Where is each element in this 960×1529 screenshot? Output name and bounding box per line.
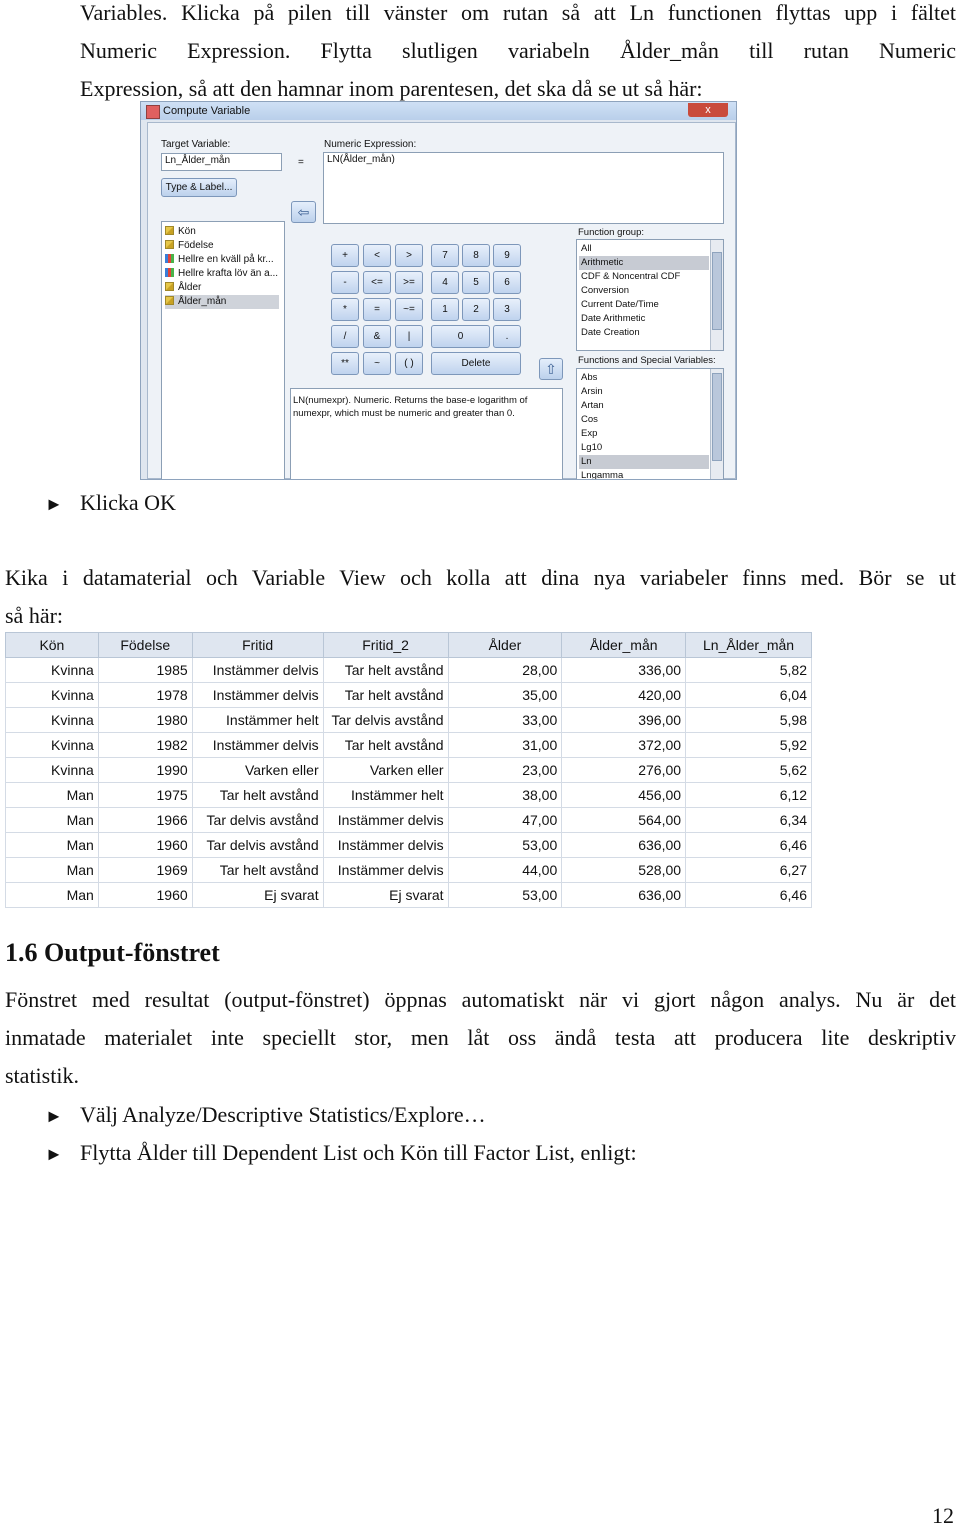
bullet-text: Klicka OK	[80, 490, 176, 515]
scale-variable-icon	[165, 226, 174, 235]
function-group-item[interactable]: Date Creation	[581, 327, 640, 338]
table-cell[interactable]: Varken eller	[192, 758, 323, 783]
key-greater-than[interactable]: >	[395, 244, 423, 267]
function-group-item[interactable]: CDF & Noncentral CDF	[581, 271, 681, 282]
table-cell[interactable]: Tar helt avstånd	[323, 733, 448, 758]
table-cell[interactable]: 6,46	[686, 883, 812, 908]
table-cell[interactable]: 5,82	[686, 658, 812, 683]
key-6[interactable]: 6	[493, 271, 521, 294]
key-multiply[interactable]: *	[331, 298, 359, 321]
table-cell[interactable]: 564,00	[562, 808, 686, 833]
function-item[interactable]: Arsin	[581, 386, 603, 397]
table-cell[interactable]: 23,00	[448, 758, 562, 783]
table-cell[interactable]: 6,34	[686, 808, 812, 833]
datamaterial-line-1: Kika i datamaterial och Variable View och kolla att dina nya variabeler finns med. Bör se ut	[5, 565, 956, 590]
output-line-3: statistik.	[5, 1063, 79, 1088]
variable-label: Hellre en kväll på kr...	[178, 254, 274, 265]
equals-sign: =	[298, 157, 304, 168]
output-line-2: inmatade materialet inte speciellt stor, men låt oss ändå testa att producera lite deskriptiv	[5, 1025, 956, 1050]
variable-label: Hellre krafta löv än a...	[178, 268, 279, 279]
section-heading: 1.6 Output-fönstret	[5, 938, 220, 967]
table-cell[interactable]: 6,27	[686, 858, 812, 883]
target-variable-input[interactable]: Ln_Ålder_mån	[161, 153, 282, 171]
table-cell[interactable]: 1980	[98, 708, 192, 733]
function-item[interactable]: Abs	[581, 372, 598, 383]
column-header[interactable]: Födelse	[98, 633, 192, 658]
key-divide[interactable]: /	[331, 325, 359, 348]
table-cell[interactable]: Kvinna	[6, 758, 99, 783]
table-row	[6, 708, 812, 733]
table-cell[interactable]: 6,46	[686, 833, 812, 858]
column-header[interactable]: Kön	[6, 633, 99, 658]
table-cell[interactable]: 35,00	[448, 683, 562, 708]
bullet-arrow-icon: ►	[45, 1106, 63, 1126]
intro-paragraph	[80, 0, 956, 108]
key-greater-equal[interactable]: >=	[395, 271, 423, 294]
table-cell[interactable]: Ej svarat	[323, 883, 448, 908]
table-cell[interactable]: Instämmer delvis	[323, 808, 448, 833]
table-cell[interactable]: 456,00	[562, 783, 686, 808]
key-4[interactable]: 4	[431, 271, 459, 294]
table-cell[interactable]: 38,00	[448, 783, 562, 808]
datamaterial-paragraph	[5, 559, 956, 635]
scale-variable-icon	[165, 240, 174, 249]
ordinal-variable-icon	[165, 254, 174, 263]
key-less-equal[interactable]: <=	[363, 271, 391, 294]
table-cell[interactable]: Ej svarat	[192, 883, 323, 908]
table-cell[interactable]: Tar delvis avstånd	[323, 708, 448, 733]
dialog-body	[147, 122, 736, 479]
column-header[interactable]: Fritid	[192, 633, 323, 658]
table-cell[interactable]: 5,92	[686, 733, 812, 758]
key-2[interactable]: 2	[462, 298, 490, 321]
variable-label: Födelse	[178, 240, 214, 251]
function-group-item[interactable]: Date Arithmetic	[581, 313, 646, 324]
variable-item-selected[interactable]	[165, 295, 279, 309]
bullet-move-variables	[45, 1138, 637, 1169]
compute-variable-dialog	[140, 101, 737, 480]
dialog-app-icon	[146, 105, 160, 119]
table-cell[interactable]: Tar delvis avstånd	[192, 808, 323, 833]
variable-item[interactable]	[165, 267, 279, 281]
bullet-arrow-icon: ►	[45, 494, 63, 514]
key-and[interactable]: &	[363, 325, 391, 348]
key-1[interactable]: 1	[431, 298, 459, 321]
table-cell[interactable]: Man	[6, 808, 99, 833]
variable-item[interactable]	[165, 281, 279, 295]
bullet-text: Välj Analyze/Descriptive Statistics/Explore…	[80, 1102, 486, 1127]
table-cell[interactable]: Kvinna	[6, 683, 99, 708]
table-cell[interactable]: 372,00	[562, 733, 686, 758]
move-up-arrow-button[interactable]: ⇧	[539, 358, 563, 380]
key-8[interactable]: 8	[462, 244, 490, 267]
variable-item[interactable]	[165, 239, 279, 253]
intro-line-2: Numeric Expression. Flytta slutligen variabeln Ålder_mån till rutan Numeric	[80, 38, 956, 63]
variable-label: Ålder_mån	[178, 296, 227, 307]
table-cell[interactable]: 336,00	[562, 658, 686, 683]
key-0[interactable]: 0	[431, 325, 490, 348]
table-cell[interactable]: Tar helt avstånd	[192, 858, 323, 883]
table-cell[interactable]: 47,00	[448, 808, 562, 833]
key-equals[interactable]: =	[363, 298, 391, 321]
function-item[interactable]: Lg10	[581, 442, 603, 453]
function-item[interactable]: Exp	[581, 428, 598, 439]
table-cell[interactable]: Instämmer delvis	[192, 658, 323, 683]
key-plus[interactable]: +	[331, 244, 359, 267]
page-number: 12	[932, 1503, 954, 1528]
key-5[interactable]: 5	[462, 271, 490, 294]
variable-label: Ålder	[178, 282, 202, 293]
table-cell[interactable]: 1966	[98, 808, 192, 833]
function-description-line: LN(numexpr). Numeric. Returns the base-e logarithm of	[293, 395, 528, 406]
table-cell[interactable]: 6,04	[686, 683, 812, 708]
table-row	[6, 683, 812, 708]
functions-label: Functions and Special Variables:	[578, 355, 716, 366]
table-cell[interactable]: Tar helt avstånd	[192, 783, 323, 808]
table-cell[interactable]: 1969	[98, 858, 192, 883]
key-7[interactable]: 7	[431, 244, 459, 267]
table-cell[interactable]: 1960	[98, 883, 192, 908]
table-cell[interactable]: 33,00	[448, 708, 562, 733]
function-item-selected[interactable]: Ln	[579, 455, 709, 469]
table-cell[interactable]: Varken eller	[323, 758, 448, 783]
table-cell[interactable]: Instämmer helt	[323, 783, 448, 808]
table-cell[interactable]: 396,00	[562, 708, 686, 733]
key-power[interactable]: **	[331, 352, 359, 375]
table-cell[interactable]: 1960	[98, 833, 192, 858]
table-cell[interactable]: 5,98	[686, 708, 812, 733]
table-cell[interactable]: Instämmer delvis	[192, 733, 323, 758]
table-cell[interactable]: Kvinna	[6, 708, 99, 733]
intro-line-1: Variables. Klicka på pilen till vänster om rutan så att Ln functionen flyttas upp i fältet	[80, 0, 956, 25]
target-variable-label: Target Variable:	[161, 139, 231, 150]
key-parentheses[interactable]: ( )	[395, 352, 423, 375]
scrollbar-thumb[interactable]	[712, 373, 722, 461]
column-header[interactable]: Fritid_2	[323, 633, 448, 658]
table-cell[interactable]: Instämmer delvis	[323, 858, 448, 883]
table-row	[6, 783, 812, 808]
table-cell[interactable]: 6,12	[686, 783, 812, 808]
type-label-button[interactable]: Type & Label...	[161, 178, 237, 197]
table-header-row	[6, 633, 812, 658]
variable-item[interactable]	[165, 225, 279, 239]
output-paragraph	[5, 981, 956, 1095]
key-decimal[interactable]: .	[493, 325, 521, 348]
function-group-scrollbar[interactable]	[710, 240, 723, 350]
table-cell[interactable]: 53,00	[448, 833, 562, 858]
table-cell[interactable]: Man	[6, 858, 99, 883]
bullet-analyze	[45, 1100, 486, 1131]
scale-variable-icon	[165, 282, 174, 291]
table-cell[interactable]: Tar delvis avstånd	[192, 833, 323, 858]
key-less-than[interactable]: <	[363, 244, 391, 267]
table-row	[6, 758, 812, 783]
function-item[interactable]: Cos	[581, 414, 598, 425]
bullet-arrow-icon: ►	[45, 1144, 63, 1164]
numeric-expression-input[interactable]: LN(Ålder_mån)	[323, 152, 724, 224]
column-header[interactable]: Ln_Ålder_mån	[686, 633, 812, 658]
intro-line-3: Expression, så att den hamnar inom parentesen, det ska då se ut så här:	[80, 76, 703, 101]
table-cell[interactable]: Kvinna	[6, 733, 99, 758]
table-cell[interactable]: Man	[6, 783, 99, 808]
function-group-item-selected[interactable]: Arithmetic	[579, 256, 709, 270]
table-cell[interactable]: 636,00	[562, 833, 686, 858]
table-cell[interactable]: 1990	[98, 758, 192, 783]
table-cell[interactable]: 44,00	[448, 858, 562, 883]
function-item[interactable]: Artan	[581, 400, 604, 411]
dialog-titlebar	[141, 102, 736, 120]
key-minus[interactable]: -	[331, 271, 359, 294]
variable-item[interactable]	[165, 253, 279, 267]
function-group-item[interactable]: Current Date/Time	[581, 299, 659, 310]
table-cell[interactable]: 528,00	[562, 858, 686, 883]
function-group-list[interactable]	[576, 239, 724, 351]
dialog-close-button[interactable]: x	[688, 103, 728, 117]
key-9[interactable]: 9	[493, 244, 521, 267]
function-description-box	[290, 388, 563, 480]
table-cell[interactable]: 276,00	[562, 758, 686, 783]
key-3[interactable]: 3	[493, 298, 521, 321]
numeric-expression-label: Numeric Expression:	[324, 139, 417, 150]
output-line-1: Fönstret med resultat (output-fönstret) öppnas automatiskt när vi gjort någon analys. Nu är det	[5, 987, 956, 1012]
scrollbar-thumb[interactable]	[712, 252, 722, 330]
scale-variable-icon	[165, 296, 174, 305]
table-row	[6, 833, 812, 858]
table-cell[interactable]: Tar helt avstånd	[323, 658, 448, 683]
table-cell[interactable]: 1978	[98, 683, 192, 708]
variable-list[interactable]	[161, 221, 285, 480]
function-group-label: Function group:	[578, 227, 645, 238]
bullet-text: Flytta Ålder till Dependent List och Kön till Factor List, enligt:	[80, 1140, 637, 1165]
table-cell[interactable]: Instämmer helt	[192, 708, 323, 733]
table-cell[interactable]: 1975	[98, 783, 192, 808]
table-cell[interactable]: 420,00	[562, 683, 686, 708]
table-cell[interactable]: 1985	[98, 658, 192, 683]
table-row	[6, 883, 812, 908]
table-cell[interactable]: 636,00	[562, 883, 686, 908]
function-item[interactable]: Lngamma	[581, 470, 624, 480]
table-cell[interactable]: 1982	[98, 733, 192, 758]
table-row	[6, 858, 812, 883]
table-body	[6, 658, 812, 908]
table-cell[interactable]: 28,00	[448, 658, 562, 683]
table-cell[interactable]: Instämmer delvis	[323, 833, 448, 858]
function-group-item[interactable]: Conversion	[581, 285, 630, 296]
table-cell[interactable]: Man	[6, 833, 99, 858]
table-cell[interactable]: 31,00	[448, 733, 562, 758]
key-not-equal[interactable]: ~=	[395, 298, 423, 321]
functions-scrollbar[interactable]	[710, 369, 723, 480]
bullet-click-ok	[45, 488, 176, 519]
table-cell[interactable]: Kvinna	[6, 658, 99, 683]
move-left-arrow-button[interactable]: ⇦	[291, 201, 316, 223]
table-cell[interactable]: Instämmer delvis	[192, 683, 323, 708]
function-description-line: numexpr, which must be numeric and greater than 0.	[293, 408, 515, 419]
function-description	[293, 394, 527, 420]
table-cell[interactable]: 5,62	[686, 758, 812, 783]
dialog-title: Compute Variable	[163, 105, 251, 117]
data-view-table	[5, 632, 812, 908]
datamaterial-line-2: så här:	[5, 603, 64, 628]
column-header[interactable]: Ålder	[448, 633, 562, 658]
table-cell[interactable]: 53,00	[448, 883, 562, 908]
column-header[interactable]: Ålder_mån	[562, 633, 686, 658]
table-row	[6, 808, 812, 833]
ordinal-variable-icon	[165, 268, 174, 277]
table-cell[interactable]: Man	[6, 883, 99, 908]
variable-label: Kön	[178, 226, 196, 237]
functions-list[interactable]	[576, 368, 724, 480]
function-group-item[interactable]: All	[581, 243, 592, 254]
key-not[interactable]: ~	[363, 352, 391, 375]
table-row	[6, 658, 812, 683]
table-cell[interactable]: Tar helt avstånd	[323, 683, 448, 708]
delete-button[interactable]: Delete	[431, 352, 521, 375]
table-row	[6, 733, 812, 758]
key-or[interactable]: |	[395, 325, 423, 348]
